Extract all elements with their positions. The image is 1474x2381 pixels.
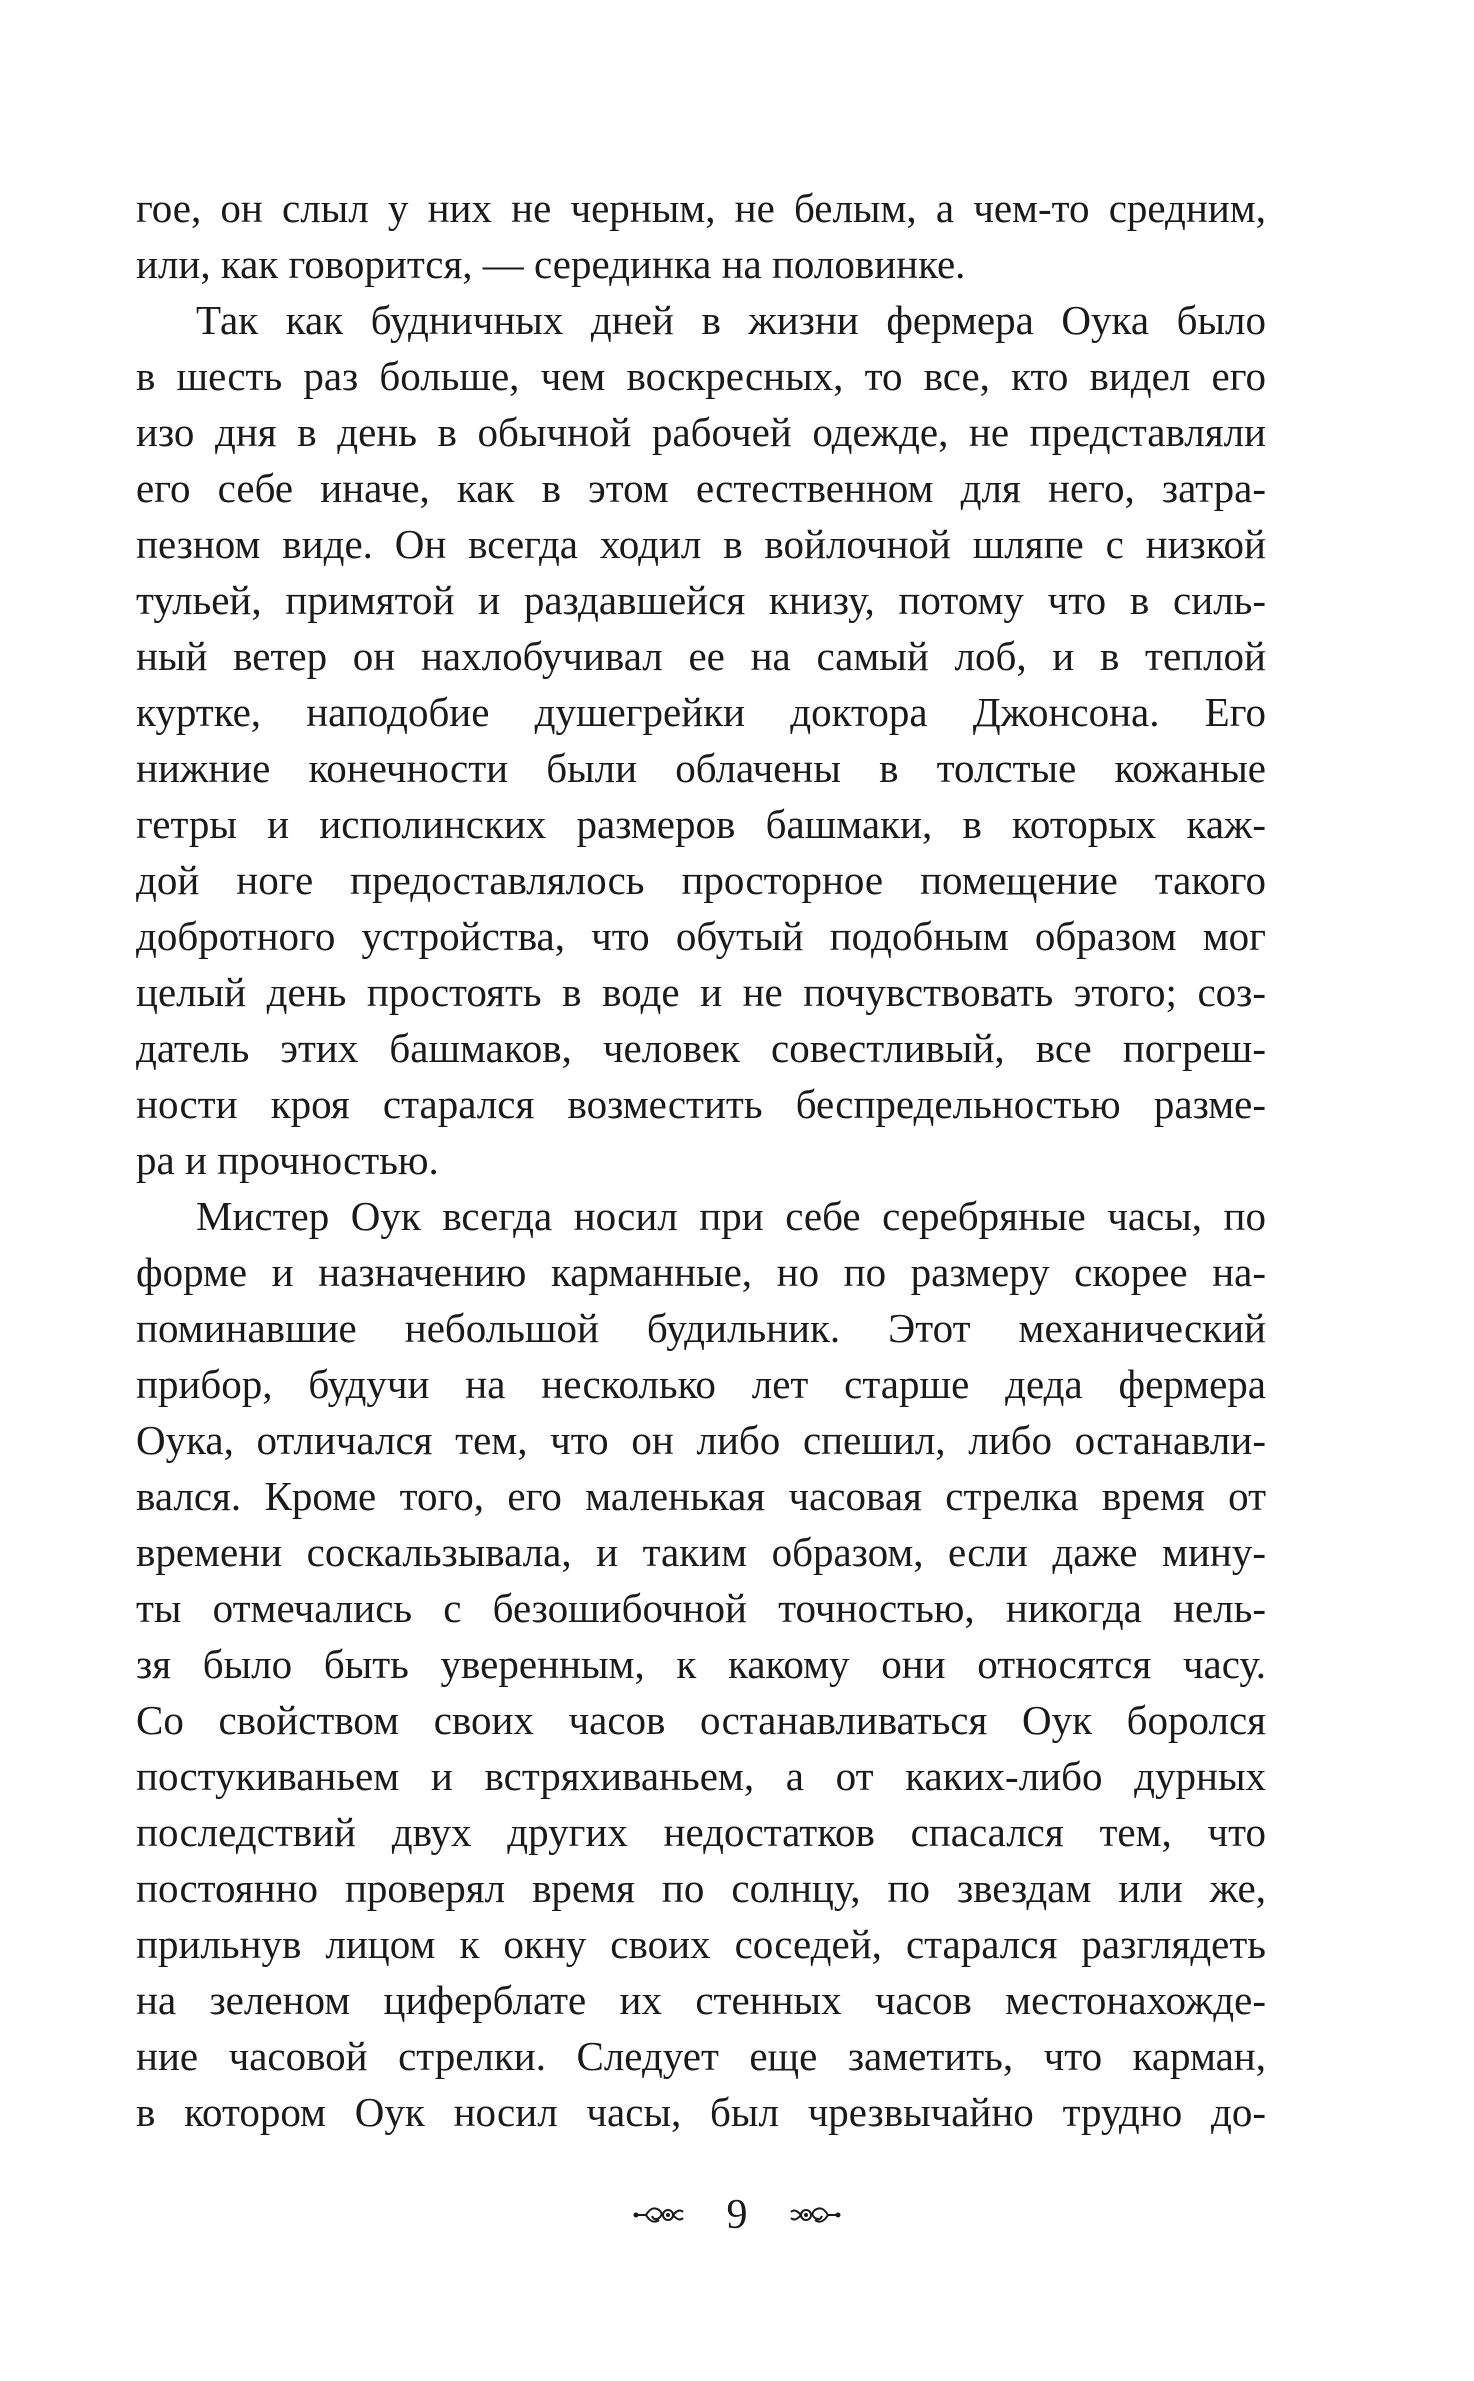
- text-line: куртке, наподобие душегрейки доктора Джонсона. Его: [136, 689, 1266, 735]
- text-line: зя было быть уверенным, к какому они относятся часу.: [136, 1641, 1266, 1687]
- text-line: тульей, примятой и раздавшейся книзу, потому что в силь-: [136, 577, 1266, 623]
- paragraph-3: [136, 1188, 1266, 2140]
- text-line: времени соскальзывала, и таким образом, если даже мину-: [136, 1529, 1266, 1575]
- page-footer: [0, 2182, 1474, 2242]
- text-line: последствий двух других недостатков спасался тем, что: [136, 1809, 1266, 1855]
- text-line: Со свойством своих часов останавливаться Оук боролся: [136, 1697, 1266, 1743]
- text-line: добротного устройства, что обутый подобным образом мог: [136, 913, 1266, 959]
- paragraph-1: [136, 180, 1266, 292]
- text-line: постукиваньем и встряхиваньем, а от каких-либо дурных: [136, 1753, 1266, 1799]
- text-line: дой ноге предоставлялось просторное помещение такого: [136, 857, 1266, 903]
- text-line: на зеленом циферблате их стенных часов местонахожде-: [136, 1977, 1266, 2023]
- text-line: прибор, будучи на несколько лет старше деда фермера: [136, 1361, 1266, 1407]
- paragraph-2: [136, 292, 1266, 1188]
- text-line: изо дня в день в обычной рабочей одежде, не представляли: [136, 409, 1266, 455]
- text-line: постоянно проверял время по солнцу, по звездам или же,: [136, 1865, 1266, 1911]
- text-line: Оука, отличался тем, что он либо спешил, либо останавли-: [136, 1417, 1266, 1463]
- text-line: ты отмечались с безошибочной точностью, никогда нель-: [136, 1585, 1266, 1631]
- floral-ornament-left-icon: [632, 2200, 686, 2230]
- text-line: ности кроя старался возместить беспредельностью разме-: [136, 1081, 1266, 1127]
- text-line: ние часовой стрелки. Следует еще заметить, что карман,: [136, 2033, 1266, 2079]
- text-line: форме и назначению карманные, но по размеру скорее на-: [136, 1249, 1266, 1295]
- text-line: датель этих башмаков, человек совестливый, все погреш-: [136, 1025, 1266, 1071]
- text-line: нижние конечности были облачены в толстые кожаные: [136, 745, 1266, 791]
- text-line: Так как будничных дней в жизни фермера Оука было: [196, 297, 1266, 343]
- floral-ornament-right-icon: [788, 2200, 842, 2230]
- text-line: целый день простоять в воде и не почувствовать этого; соз-: [136, 969, 1266, 1015]
- text-line: гетры и исполинских размеров башмаки, в которых каж-: [136, 801, 1266, 847]
- text-line: гое, он слыл у них не черным, не белым, а чем-то средним,: [136, 185, 1266, 231]
- text-line: пезном виде. Он всегда ходил в войлочной шляпе с низкой: [136, 521, 1266, 567]
- text-line: в котором Оук носил часы, был чрезвычайно трудно до-: [136, 2089, 1266, 2135]
- text-line: в шесть раз больше, чем воскресных, то все, кто видел его: [136, 353, 1266, 399]
- text-line: вался. Кроме того, его маленькая часовая стрелка время от: [136, 1473, 1266, 1519]
- text-line: Мистер Оук всегда носил при себе серебряные часы, по: [196, 1193, 1266, 1239]
- text-line: прильнув лицом к окну своих соседей, старался разглядеть: [136, 1921, 1266, 1967]
- text-line: его себе иначе, как в этом естественном для него, затра-: [136, 465, 1266, 511]
- text-line: поминавшие небольшой будильник. Этот механический: [136, 1305, 1266, 1351]
- page-body: [136, 180, 1266, 2140]
- text-line: ра и прочностью.: [136, 1137, 439, 1183]
- page-number: 9: [726, 2192, 748, 2239]
- text-line: ный ветер он нахлобучивал ее на самый лоб, и в теплой: [136, 633, 1266, 679]
- text-line: или, как говорится, — серединка на половинке.: [136, 241, 966, 287]
